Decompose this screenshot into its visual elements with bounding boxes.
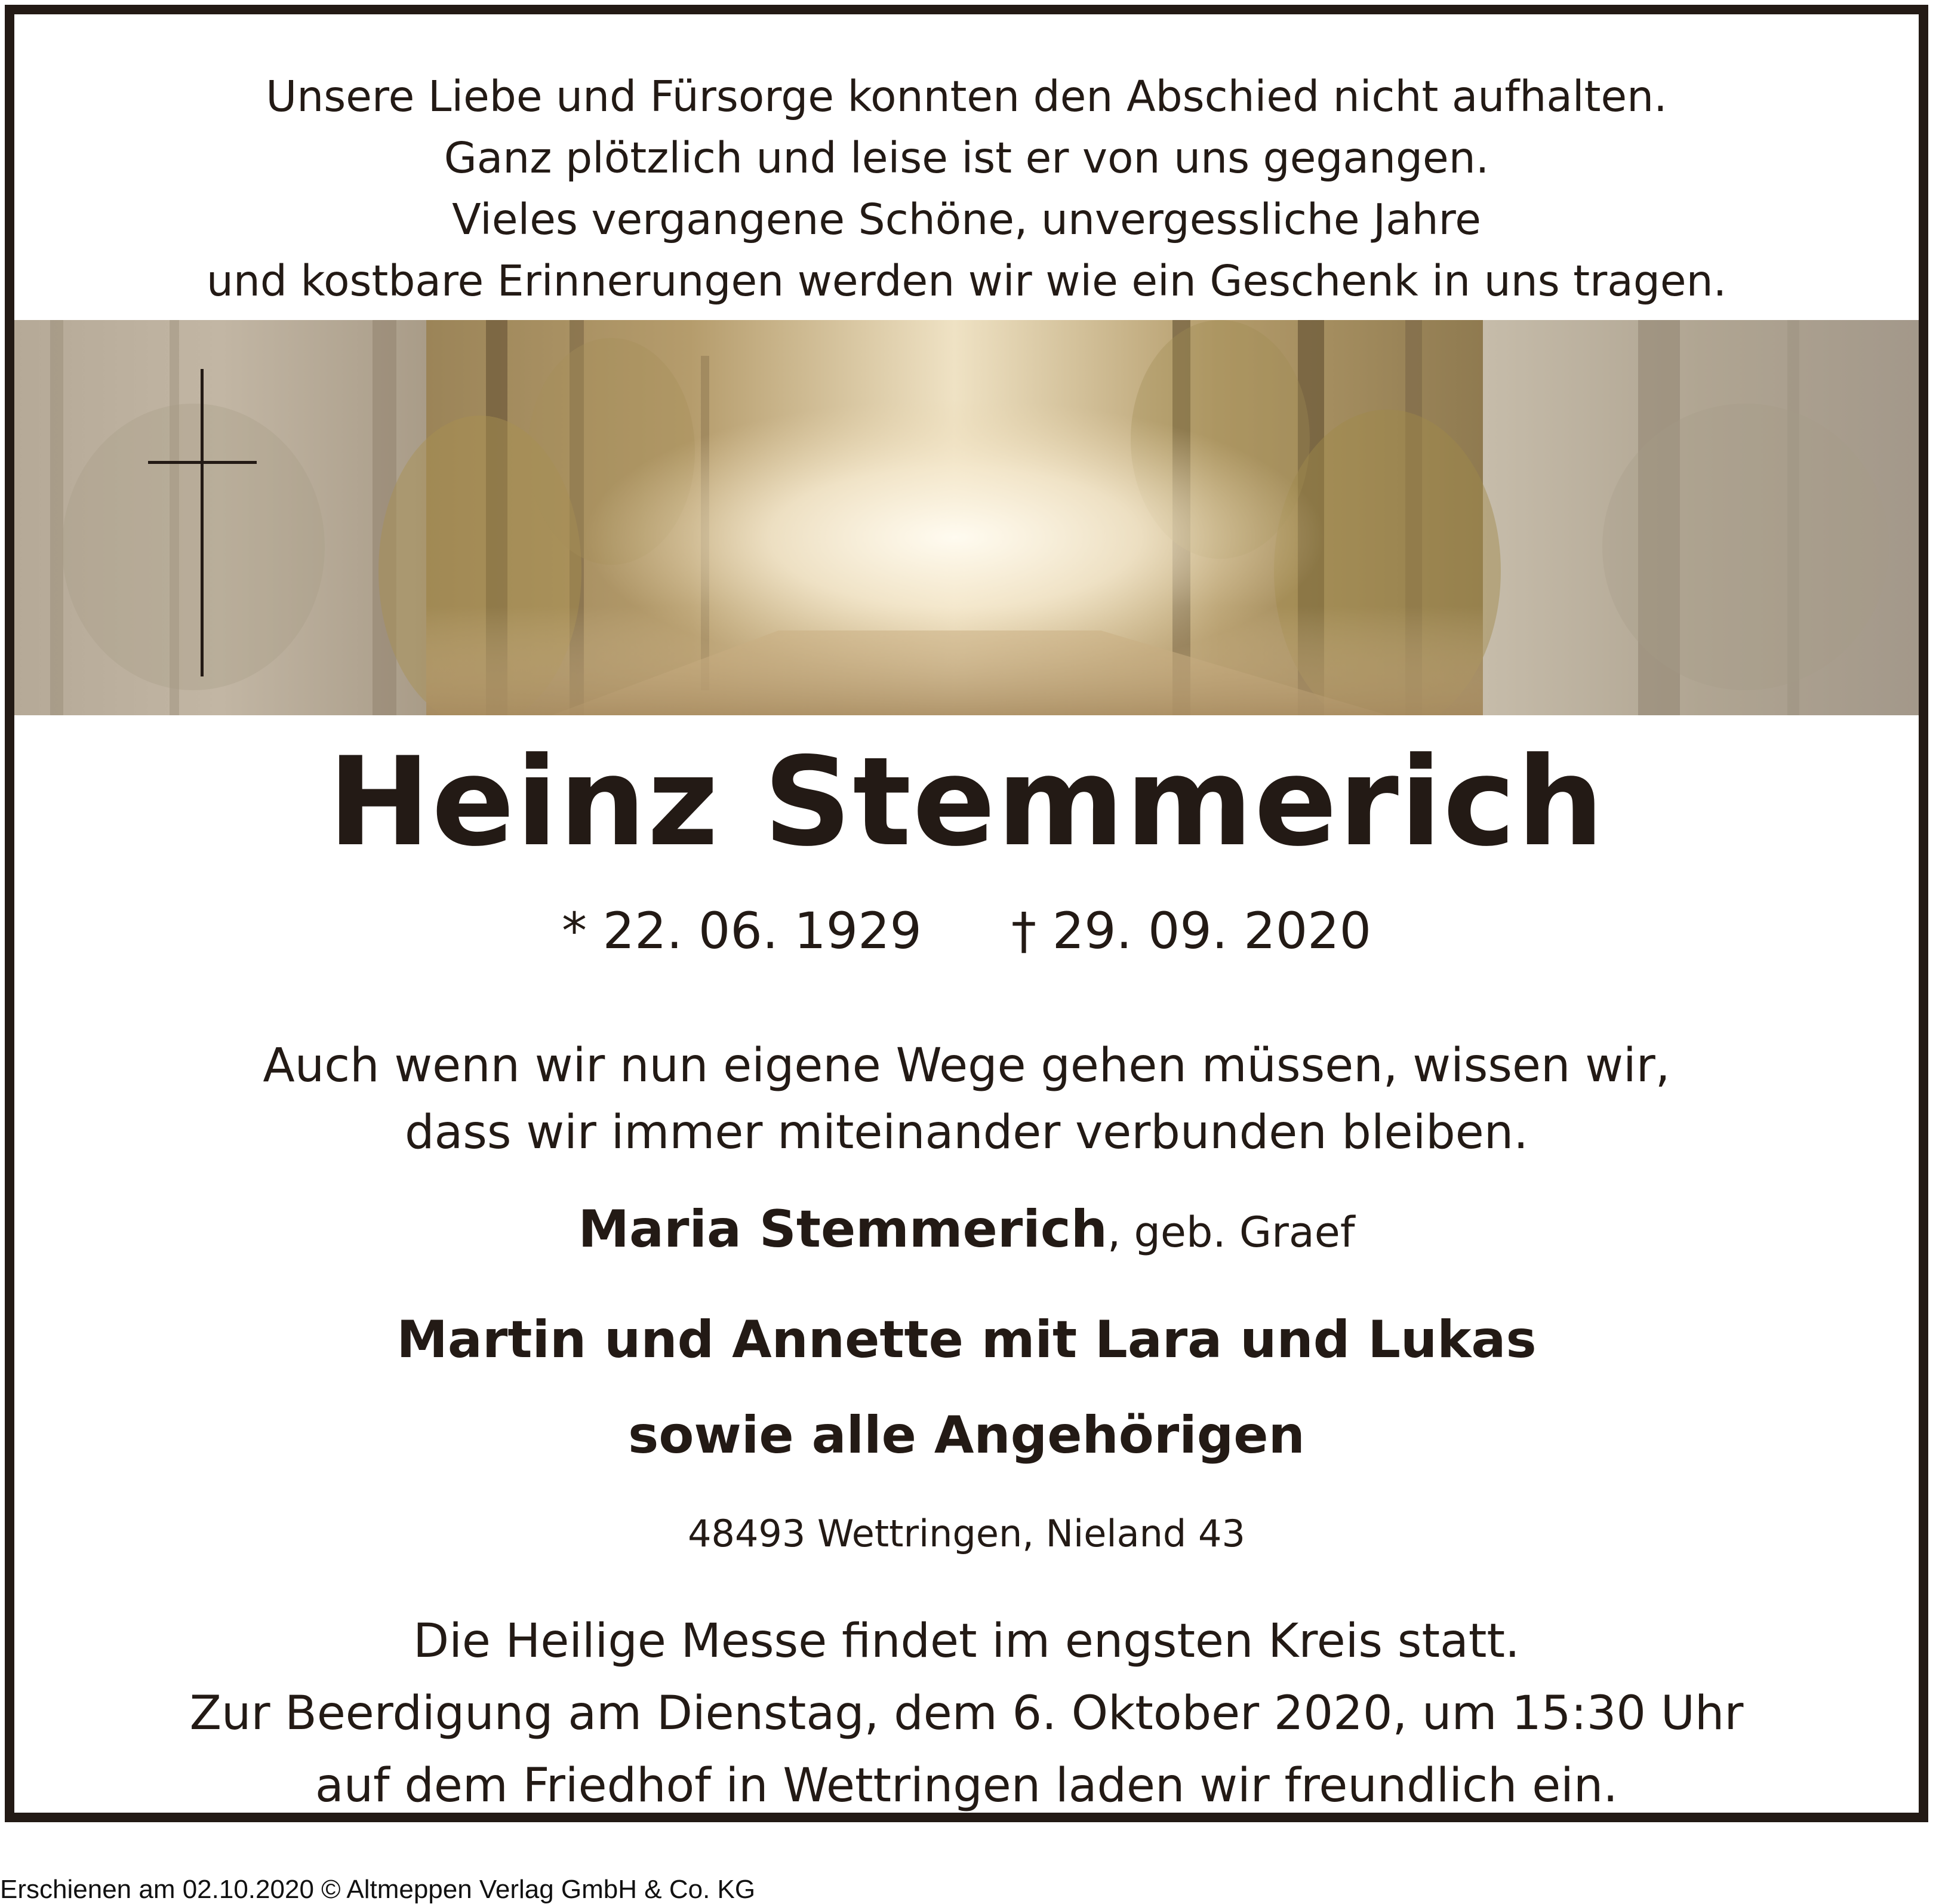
farewell-quote — [14, 1032, 1919, 1166]
widow-name: Maria Stemmerich — [578, 1199, 1107, 1259]
deceased-name: Heinz Stemmerich — [328, 731, 1605, 873]
verse-line: Vieles vergangene Schöne, unvergessliche Jahre — [452, 195, 1481, 244]
funeral-service-info — [14, 1605, 1919, 1822]
family-line: sowie alle Angehörigen — [628, 1405, 1305, 1465]
life-dates — [14, 898, 1919, 964]
family-list — [14, 1292, 1919, 1483]
obituary-notice — [5, 5, 1928, 1822]
birth-date: * 22. 06. 1929 — [561, 902, 922, 960]
service-line: Zur Beerdigung am Dienstag, dem 6. Oktober 2020, um 15:30 Uhr — [189, 1687, 1744, 1740]
quote-line: dass wir immer miteinander verbunden bleiben. — [404, 1106, 1529, 1159]
widow-maiden-name: , geb. Graef — [1107, 1208, 1355, 1257]
publication-credit: Erschienen am 02.10.2020 © Altmeppen Verlag GmbH & Co. KG — [0, 1875, 756, 1904]
opening-verse — [14, 66, 1919, 312]
family-line: Martin und Annette mit Lara und Lukas — [396, 1310, 1537, 1370]
verse-line: Unsere Liebe und Fürsorge konnten den Abschied nicht aufhalten. — [266, 72, 1667, 121]
forest-path-photo — [14, 320, 1919, 715]
quote-line: Auch wenn wir nun eigene Wege gehen müssen, wissen wir, — [263, 1039, 1670, 1093]
mourner-address: 48493 Wettringen, Nieland 43 — [688, 1512, 1245, 1555]
verse-line: Ganz plötzlich und leise ist er von uns gegangen. — [444, 133, 1489, 183]
death-date: † 29. 09. 2020 — [1011, 902, 1372, 960]
service-line: auf dem Friedhof in Wettringen laden wir freundlich ein. — [315, 1759, 1618, 1813]
widow-line — [14, 1194, 1919, 1268]
service-line: Die Heilige Messe findet im engsten Kreis statt. — [413, 1614, 1520, 1668]
verse-line: und kostbare Erinnerungen werden wir wie ein Geschenk in uns tragen. — [206, 256, 1727, 306]
